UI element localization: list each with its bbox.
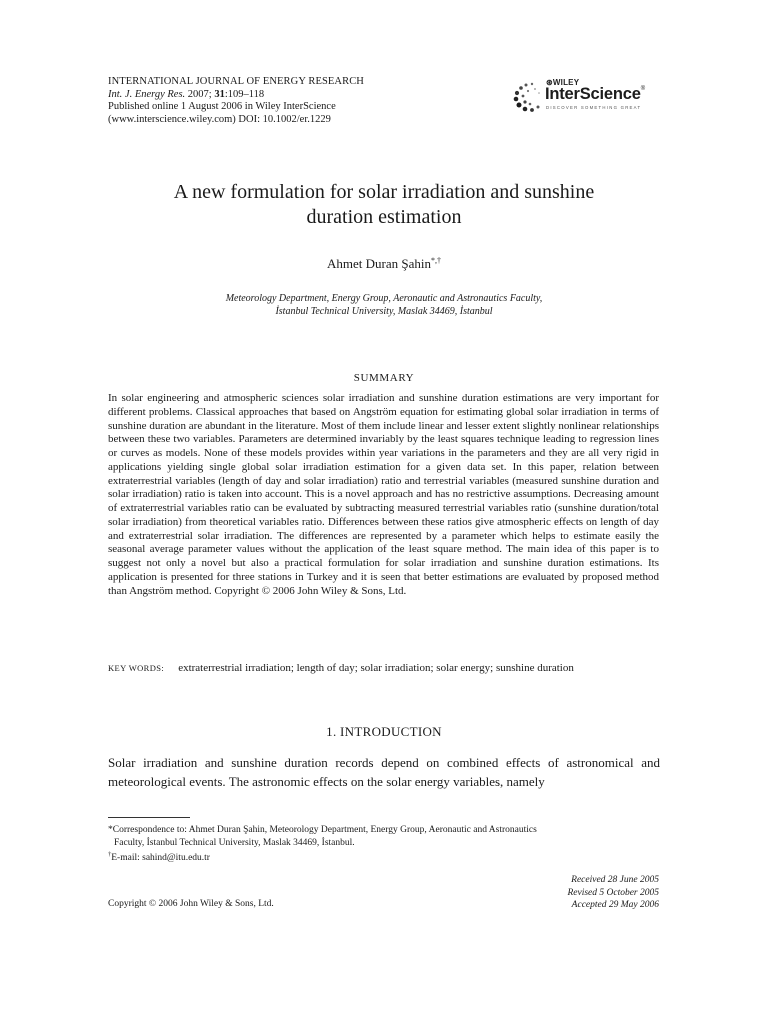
summary-heading: SUMMARY <box>353 372 415 384</box>
correspondence-line2: Faculty, İstanbul Technical University, Maslak 34469, İstanbul. <box>114 837 355 848</box>
copyright-notice: Copyright © 2006 John Wiley & Sons, Ltd. <box>108 899 274 909</box>
journal-header <box>108 76 364 126</box>
introduction-text: Solar irradiation and sunshine duration records depend on combined effects of astronomical and meteorological events. The astronomic effects on the solar energy variables, namely <box>108 755 660 789</box>
doi-line: (www.interscience.wiley.com) DOI: 10.1002/er.1229 <box>108 113 331 125</box>
citation-journal: Int. J. Energy Res. <box>108 88 186 100</box>
published-line: Published online 1 August 2006 in Wiley InterScience <box>108 101 336 112</box>
interscience-tagline: DISCOVER SOMETHING GREAT <box>546 105 642 110</box>
accepted-date: Accepted 29 May 2006 <box>571 900 659 910</box>
citation-pages: :109–118 <box>224 88 265 100</box>
introduction-heading: 1. INTRODUCTION <box>326 724 442 739</box>
revised-date: Revised 5 October 2005 <box>567 887 659 898</box>
author-affiliation: Meteorology Department, Energy Group, Aeronautic and Astronautics Faculty, İstanbul Technical University, Maslak 34469, İstanbul <box>225 293 543 317</box>
footnotes <box>108 824 660 865</box>
article-dates <box>460 874 659 912</box>
citation-year: 2007; <box>187 88 212 100</box>
keywords-line <box>108 662 668 674</box>
email-footnote: †E-mail: sahind@itu.edu.tr <box>108 851 210 863</box>
wiley-wordmark: ⊛WILEY <box>546 78 580 87</box>
keywords-text: extraterrestrial irradiation; length of day; solar irradiation; solar energy; sunshine duration <box>178 662 574 674</box>
wiley-interscience-logo <box>511 76 661 114</box>
citation-volume: 31 <box>214 88 225 100</box>
article-title: A new formulation for solar irradiation and sunshine duration estimation <box>173 181 595 228</box>
summary-text: In solar engineering and atmospheric sciences solar irradiation and sunshine duration estimations are very important for different problems. Classical approaches that based on Angström equation for estimating global solar irradiation in terms of sunshine duration are abundant in the literature. Most of them include linear and lesser extent slightly nonlinear relationships between these two variables. Parameters are determined invariably by the least squares technique leading to regression lines or curves as models. None of these models provides within year variations in the parameters and they are all very rigid in applications yielding single global solar irradiation estimation for a given data set. In this paper, relation between extraterrestrial variables (length of day and solar irradiation) ratio and terrestrial variables (measured sunshine duration and solar irradiation) ratio is taken into account. This is a novel approach and has no restrictive assumptions. Decreasing amount of extraterrestrial variables ratio can be evaluated by subtracting measured terrestrial variables ratio (sunshine duration/total solar irradiation) from theoretical variables ratio. Differences between these ratios give atmospheric effects on length of day and extraterrestrial solar irradiation. The differences are represented by a parameter which helps to estimate easily the seasonal average parameter values without the application of the least square method. The main idea of this paper is to suggest not only a novel but also a practical formulation for solar irradiation and sunshine duration estimations. Its application is presented for three stations in Turkey and it is seen that better estimations are evaluated by proposed method than Angström method. Copyright © 2006 John Wiley & Sons, Ltd. <box>108 392 659 597</box>
journal-name: INTERNATIONAL JOURNAL OF ENERGY RESEARCH <box>108 76 364 87</box>
journal-citation <box>108 89 364 102</box>
author-marks: *,† <box>430 256 441 265</box>
keywords-label: KEY WORDS: <box>108 663 165 673</box>
interscience-wordmark: InterScience® <box>545 85 645 103</box>
article-author: Ahmet Duran Şahin*,† <box>327 256 441 271</box>
received-date: Received 28 June 2005 <box>571 875 659 885</box>
footnote-divider <box>108 817 190 818</box>
interscience-dot-swirl-icon <box>511 80 545 114</box>
correspondence-line1: *Correspondence to: Ahmet Duran Şahin, Meteorology Department, Energy Group, Aeronautic and Astronautics <box>108 825 537 835</box>
